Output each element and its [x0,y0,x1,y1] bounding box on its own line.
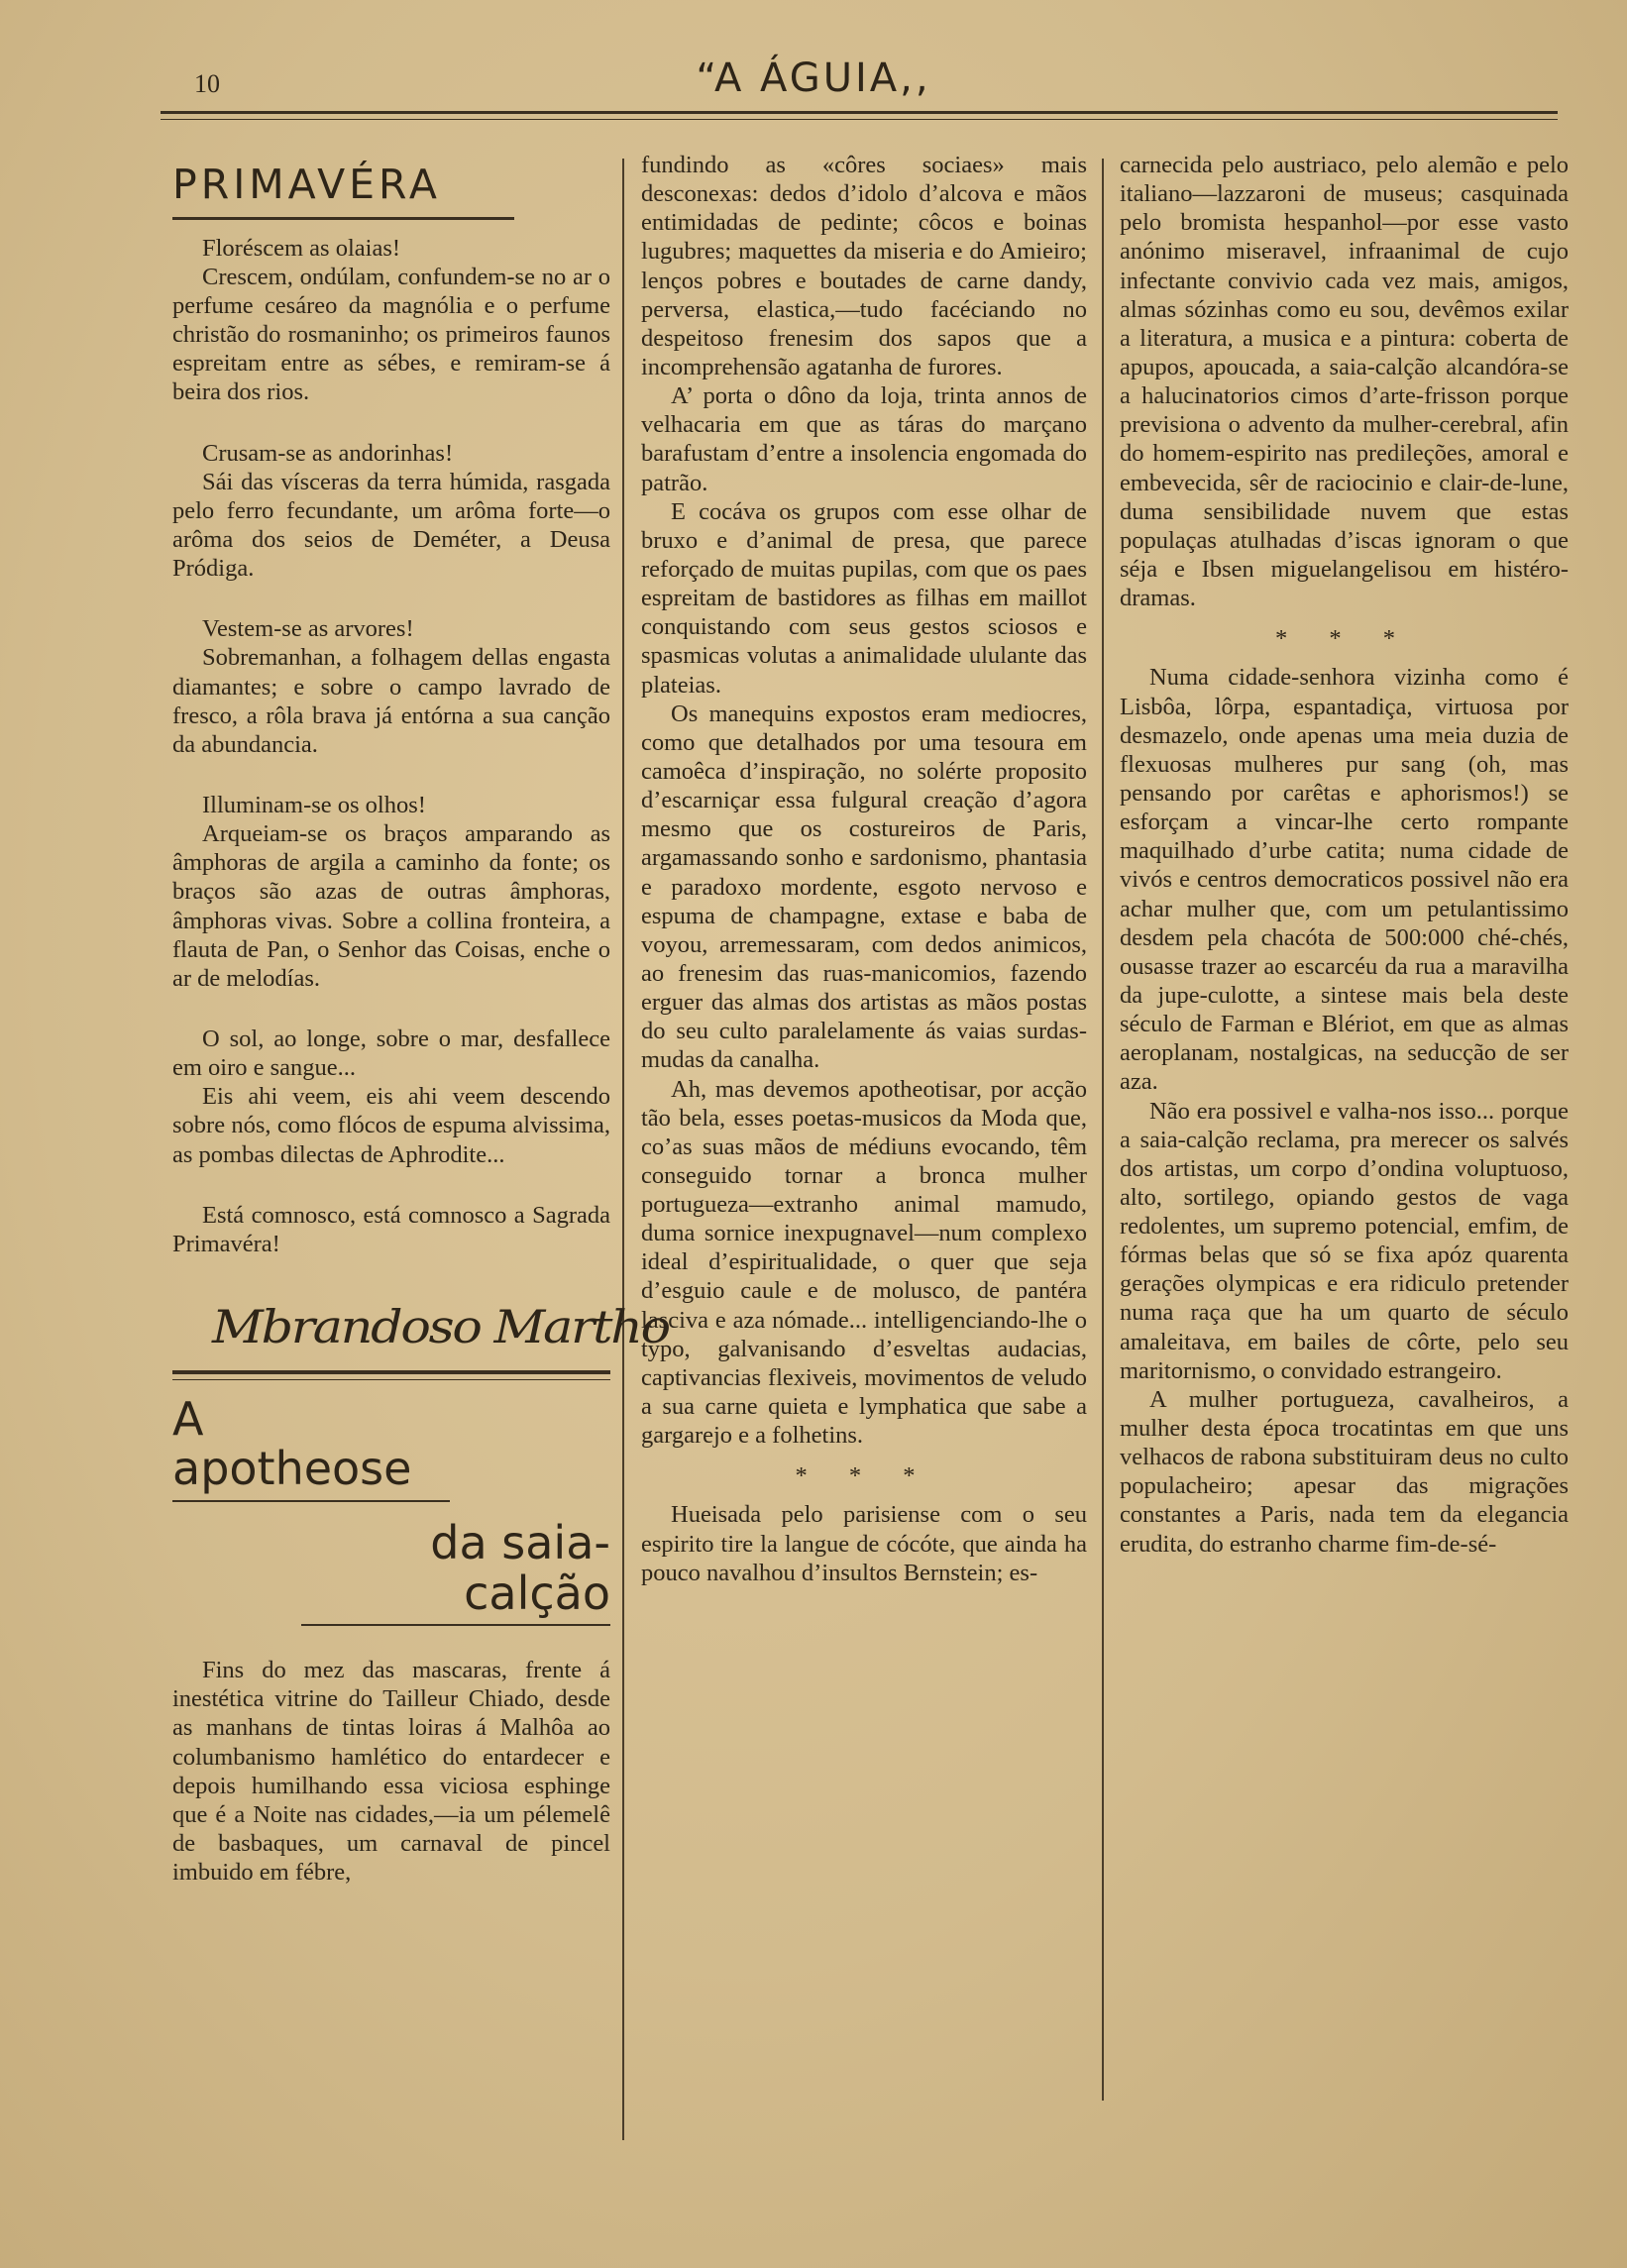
paragraph: fundindo as «côres sociaes» mais desconexas: dedos d’idolo d’alcova e mãos entimidadas de pedinte; côcos e boinas lugubres; maquettes da miseria e do Amieiro; lenços pobres e boutades de carne dandy, perversa, elastica,—tudo facéciando no despeitoso frenesim dos sapos que a incomprehensão agatanha de furores. [641,152,1087,380]
column-rule-2 [1102,159,1104,2101]
page-number: 10 [194,69,220,98]
paragraph: Numa cidade-senhora vizinha como é Lisbôa, lôrpa, espantadiça, virtuosa por desmazelo, onde apenas uma meia duzia de flexuosas mulheres pur sang (oh, mas pensando por carêtas e aphorismos!) se esforçam a vincar-lhe certo rompante maquilhado d’urbe catita; numa cidade de vivós e centros democraticos possivel não era achar mulher que, com um petulantissimo desdem pela chacóta de 500:000 ché-chés, ousasse trazer ao escarcéu da rua a maravilha da jupe-culotte, a sintese mais bela deste século de Farman e Blériot, em que as almas aeroplanam, nostalgicas, na seducção de ser aza. [1120,664,1569,1096]
column-rule-1 [622,159,624,2140]
paragraph: Está comnosco, está comnosco a Sagrada Primavéra! [172,1201,610,1257]
paragraph: carnecida pelo austriaco, pelo alemão e pelo italiano—lazzaroni de museus; casquinada pelo bromista hespanhol—por esse vasto anónimo miseravel, infraanimal de cujo infectante convivio cada vez mais, amigos, almas sózinhas como eu sou, devêmos exilar a literatura, a musica e a pintura: coberta de apupos, apoucada, a saia-calção alcandóra-se a halucinatorios cimos d’arte-frisson porque previsiona o advento da mulher-cerebral, afin do homem-espirito nas predileções, amoral e embevecida, sêr de raciocinio e clair-de-lune, duma sensibilidade nuvem que estas populaças atulhadas d’iscas ignoram o que séja e Ibsen miguelangelisou em histéro-dramas. [1120,152,1569,612]
paragraph: O sol, ao longe, sobre o mar, desfallece em oiro e sangue... [172,1026,610,1082]
apotheose-title-line1: A apotheose [172,1394,450,1502]
paragraph: Crusam-se as andorinhas! [202,439,454,467]
paragraph: Crescem, ondúlam, confundem-se no ar o perfume cesáreo da magnólia e o perfume christão do rosmaninho; os primeiros faunos espreitam entre as sébes, e remiram-se á beira dos rios. [172,263,610,406]
column-3 [1120,151,1569,2228]
paragraph: Illuminam-se os olhos! [202,792,426,819]
paragraph: Não era possivel e valha-nos isso... porque a saia-calção reclama, pra merecer os salvés dos artistas, um corpo d’ondina voluptuoso, alto, sortilego, opiando gestos de vaga redolentes, um supremo potencial, emfim, de fórmas belas que só se fixa apóz quarenta gerações olympicas e era ridiculo pretender numa raça que ha um quarto de século amaleitava, em bailes de côrte, pelo seu maritornismo, o convidado estrangeiro. [1120,1097,1569,1384]
author-signature: Mbrandoso Martho [212,1300,669,1353]
section-stars: * * * [795,1462,933,1490]
paragraph: Hueisada pelo parisiense com o seu espirito tire la langue de cócóte, que ainda ha pouco navalhou d’insultos Bernstein; es- [641,1501,1087,1586]
paragraph: Sobremanhan, a folhagem dellas engasta diamantes; e sobre o campo lavrado de fresco, a rôla brava já entórna a sua canção da abundancia. [172,644,610,758]
paragraph: E cocáva os grupos com esse olhar de bruxo e d’animal de presa, que parece reforçado de muitas pupilas, com que os paes espreitam de bastidores as filhas em maillot conquistando com seus gestos sciosos e spasmicas volutas a animalidade ululante das plateias. [641,497,1087,699]
paragraph: Floréscem as olaias! [202,234,401,262]
apotheose-body-col1 [172,1656,610,1887]
section-stars: * * * [1275,625,1413,653]
paragraph: Ah, mas devemos apotheotisar, por acção tão bela, esses poetas-musicos da Moda que, co’as suas mãos de médiuns evocando, têm conseguido tornar a bronca mulher portugueza—extranho animal mamudo, duma sornice inexpugnavel—num complexo ideal d’espiritualidade, o quer que seja d’esguio caule e de molusco, de pantéra lasciva e aza nómade... intelligenciando-lhe o typo, galvanisando d’esveltas audacias, captivancias flexiveis, movimentos de veludo a sua carne quieta e lymphatica que sabe a gargarejo e a folhetins. [641,1075,1087,1450]
paragraph: A mulher portugueza, cavalheiros, a mulher desta época trocatintas em que uns velhacos de rabona substituiram deus no culto populacheiro; apesar das migrações constantes a Paris, nada tem da elegancia erudita, do estranho charme fim-de-sé- [1120,1385,1569,1558]
primavera-title: PRIMAVÉRA [172,161,514,220]
apotheose-title-line2: da saia-calção [301,1518,610,1626]
paragraph: Sái das vísceras da terra húmida, rasgada pelo ferro fecundante, um arôma forte—o arôma dos seios de Deméter, a Deusa Pródiga. [172,468,610,583]
paragraph: Os manequins expostos eram mediocres, como que detalhados por uma tesoura em camoêca d’inspiração, no solérte proposito d’escarniçar essa fulgural creação d’agora mesmo que os costureiros de Paris, argamassando sonho e sardonismo, phantasia e paradoxo mordente, esgoto nervoso e espuma de champagne, extase e baba de voyou, arremessaram, com dedos animicos, ao frenesim das ruas-manicomios, fazendo erguer das almas dos artistas as mãos postas do seu culto paralelamente ás vaias surdas-mudas da canalha. [641,700,1087,1074]
paragraph: Fins do mez das mascaras, frente á inestética vitrine do Tailleur Chiado, desde as manhans de tintas loiras á Malhôa ao columbanismo hamlético do entardecer e depois humilhando essa viciosa esphinge que é a Noite nas cidades,—ia um pélemelê de basbaques, um carnaval de pincel imbuido em fébre, [172,1657,610,1887]
section-separator [172,1370,610,1380]
header-rule [161,111,1558,120]
column-1 [172,149,669,2228]
paragraph: Eis ahi veem, eis ahi veem descendo sobre nós, como flócos de espuma alvissima, as pombas dilectas de Aphrodite... [172,1083,610,1168]
running-title: “A ÁGUIA,, [696,55,931,101]
paragraph: A’ porta o dôno da loja, trinta annos de velhacaria em que as táras do marçano barafustam d’entre a insolencia engomada do patrão. [641,382,1087,496]
paragraph: Arqueiam-se os braços amparando as âmphoras de argila a caminho da fonte; os braços são azas de outras âmphoras, âmphoras vivas. Sobre a collina fronteira, a flauta de Pan, o Senhor das Coisas, enche o ar de melodías. [172,820,610,992]
column-2 [641,151,1087,2228]
primavera-body [172,234,610,1258]
paragraph: Vestem-se as arvores! [202,615,414,643]
